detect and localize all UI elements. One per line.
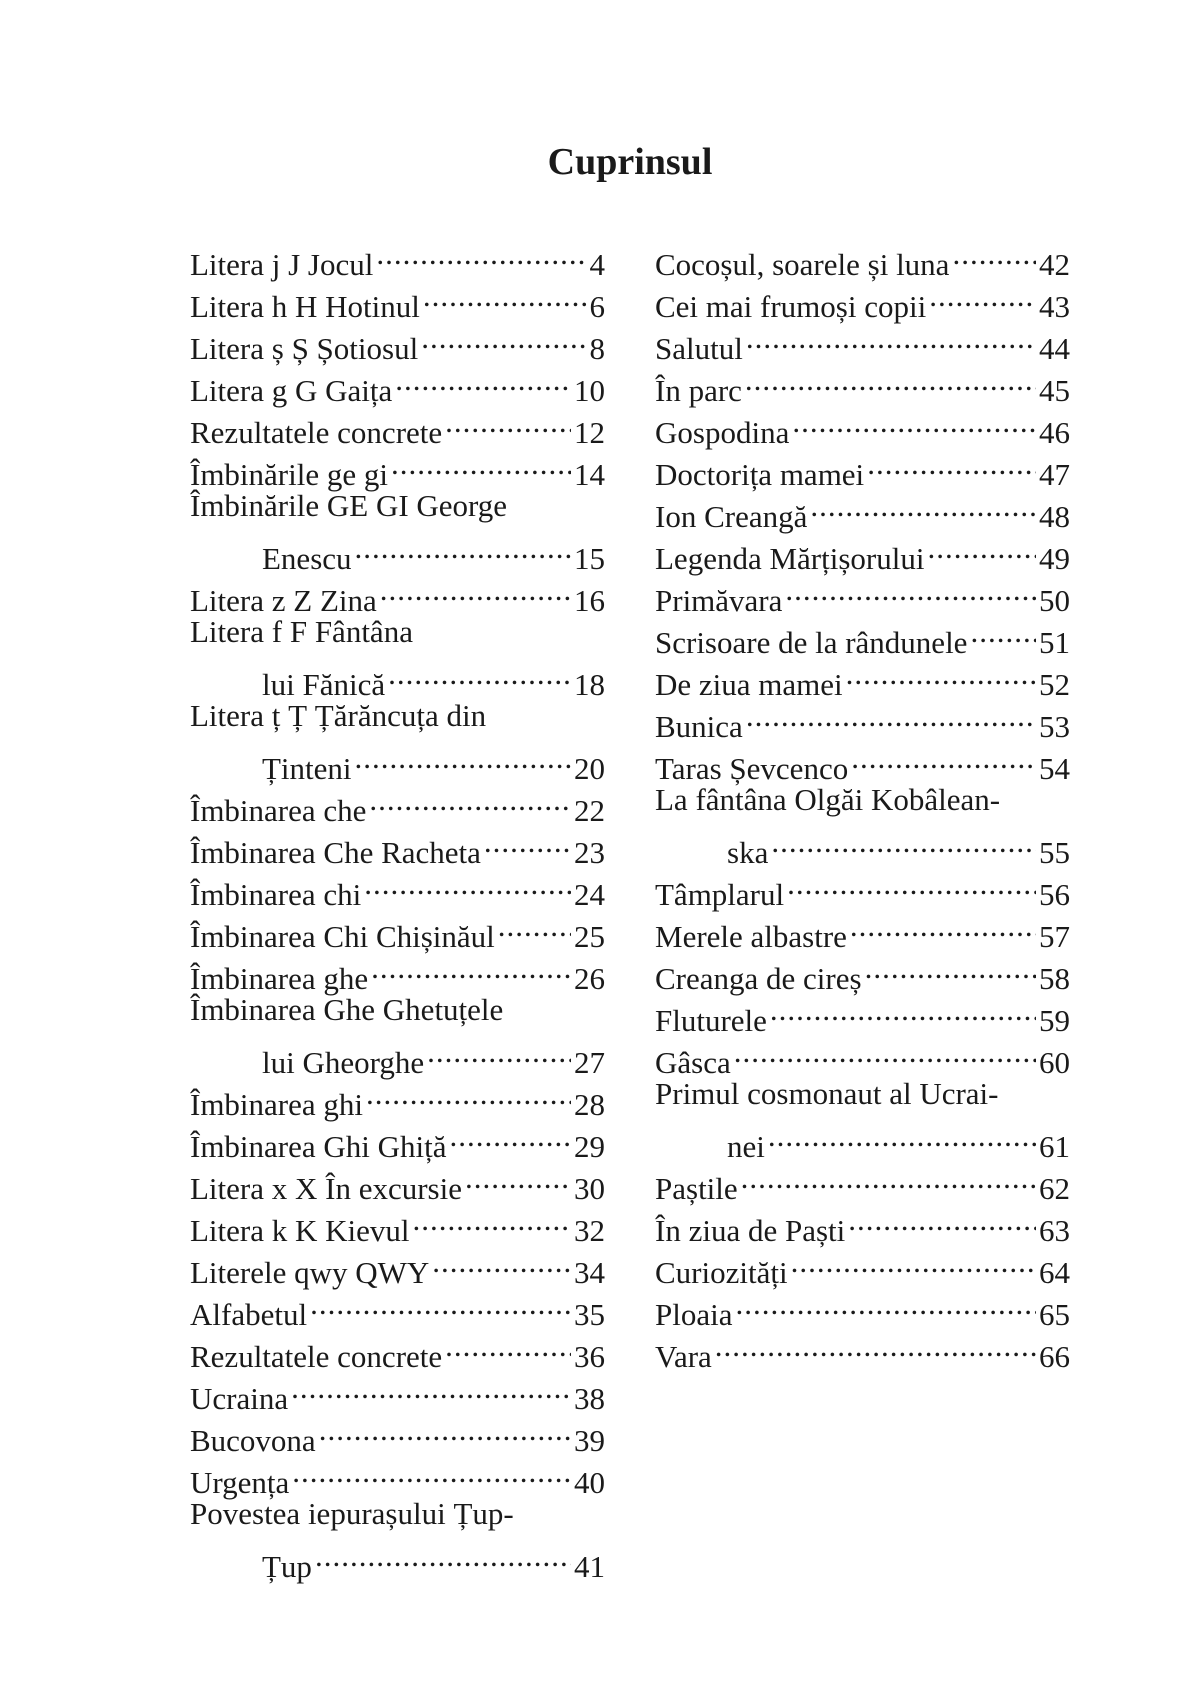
- toc-entry-title: Primăvara: [655, 583, 783, 618]
- toc-entry: [655, 1157, 1070, 1206]
- dot-leader: [929, 275, 1036, 317]
- toc-entry-title: Îmbinările ge gi: [190, 457, 388, 492]
- toc-entry-title: Legenda Mărțișorului: [655, 541, 925, 576]
- toc-page-number: 45: [1039, 373, 1070, 408]
- toc-page-number: 60: [1039, 1045, 1070, 1080]
- dot-leader: [310, 1283, 571, 1325]
- dot-leader: [970, 611, 1036, 653]
- toc-page-number: 18: [574, 667, 605, 702]
- toc-page-number: 34: [574, 1255, 605, 1290]
- toc-page-number: 47: [1039, 457, 1070, 492]
- toc-page-number: 66: [1039, 1339, 1070, 1374]
- toc-page-number: 49: [1039, 541, 1070, 576]
- toc-entry-title: Primul cosmonaut al Ucrai-: [655, 1076, 999, 1111]
- toc-page-number: 10: [574, 373, 605, 408]
- dot-leader: [787, 863, 1036, 905]
- dot-leader: [319, 1409, 571, 1451]
- toc-entry: [190, 779, 605, 828]
- toc-entry-title: Litera ț Ț Țărăncuța din: [190, 698, 487, 733]
- toc-entry: [190, 695, 605, 737]
- dot-leader: [445, 1325, 571, 1367]
- dot-leader: [792, 401, 1036, 443]
- toc-page-number: 20: [574, 751, 605, 786]
- dot-leader: [315, 1535, 571, 1577]
- toc-page-number: 35: [574, 1297, 605, 1332]
- toc-entry-title: Scrisoare de la rândunele: [655, 625, 968, 660]
- toc-entry-title: Alfabetul: [190, 1297, 308, 1332]
- toc-entry-title: De ziua mamei: [655, 667, 843, 702]
- toc-page-number: 38: [574, 1381, 605, 1416]
- toc-entry-title: În parc: [655, 373, 742, 408]
- toc-page-number: 15: [574, 541, 605, 576]
- toc-page-number: 40: [574, 1465, 605, 1500]
- dot-leader: [369, 779, 571, 821]
- toc-entry: [655, 233, 1070, 282]
- dot-leader: [851, 737, 1036, 779]
- toc-entry-title: Curiozități: [655, 1255, 788, 1290]
- toc-page-number: 14: [574, 457, 605, 492]
- dot-leader: [292, 1451, 571, 1493]
- toc-entry-title: Fluturele: [655, 1003, 767, 1038]
- toc-entry-title: Merele albastre: [655, 919, 847, 954]
- dot-leader: [371, 947, 571, 989]
- toc-page-number: 26: [574, 961, 605, 996]
- toc-entry: [190, 1535, 605, 1584]
- toc-entry-title: Literele qwy QWY: [190, 1255, 430, 1290]
- toc-page-number: 44: [1039, 331, 1070, 366]
- toc-page-number: 32: [574, 1213, 605, 1248]
- toc-entry-title: lui Fănică: [262, 667, 386, 702]
- toc-entry: [655, 1073, 1070, 1115]
- toc-page-number: 25: [574, 919, 605, 954]
- toc-entry-title: Îmbinarea Ghe Ghetuțele: [190, 992, 504, 1027]
- toc-entry-title: Taras Șevcenco: [655, 751, 849, 786]
- dot-leader: [423, 275, 587, 317]
- toc-page-number: 24: [574, 877, 605, 912]
- toc-entry-title: Bunica: [655, 709, 743, 744]
- toc-entry-title: Bucovona: [190, 1423, 316, 1458]
- dot-leader: [746, 695, 1036, 737]
- dot-leader: [791, 1241, 1036, 1283]
- dot-leader: [736, 1283, 1037, 1325]
- toc-entry: [655, 779, 1070, 821]
- toc-entry-title: Litera g G Gaița: [190, 373, 393, 408]
- dot-leader: [355, 737, 571, 779]
- toc-page-number: 30: [574, 1171, 605, 1206]
- dot-leader: [771, 821, 1036, 863]
- toc-entry-title: Litera z Z Zina: [190, 583, 377, 618]
- toc-entry-title: Țup: [262, 1549, 312, 1584]
- dot-leader: [865, 947, 1036, 989]
- toc-page-number: 64: [1039, 1255, 1070, 1290]
- toc-entry-title: Cocoșul, soarele și luna: [655, 247, 950, 282]
- dot-leader: [364, 863, 571, 905]
- dot-leader: [391, 443, 571, 485]
- dot-leader: [770, 989, 1036, 1031]
- toc-page-number: 36: [574, 1339, 605, 1374]
- toc-page-number: 12: [574, 415, 605, 450]
- toc-entry-title: Gâsca: [655, 1045, 731, 1080]
- toc-entry: [655, 863, 1070, 912]
- toc-page-number: 29: [574, 1129, 605, 1164]
- toc-page-number: 50: [1039, 583, 1070, 618]
- toc-entry-title: Ion Creangă: [655, 499, 808, 534]
- toc-entry-title: Țintenі: [262, 751, 352, 786]
- toc-entry-title: Enescu: [262, 541, 352, 576]
- dot-leader: [366, 1073, 571, 1115]
- toc-page-number: 53: [1039, 709, 1070, 744]
- toc-page-number: 51: [1039, 625, 1070, 660]
- toc-entry-title: nei: [727, 1129, 765, 1164]
- toc-entry-title: lui Gheorghe: [262, 1045, 425, 1080]
- toc-page-number: 42: [1039, 247, 1070, 282]
- dot-leader: [291, 1367, 571, 1409]
- toc-page-number: 16: [574, 583, 605, 618]
- toc-entry-title: Îmbinările GE GI George: [190, 488, 508, 523]
- toc-page-number: 59: [1039, 1003, 1070, 1038]
- toc-entry-title: Litera j J Jocul: [190, 247, 374, 282]
- toc-entry-title: Litera ș Ș Șotiosul: [190, 331, 419, 366]
- toc-page-number: 56: [1039, 877, 1070, 912]
- toc-entry: [190, 569, 605, 618]
- dot-leader: [355, 527, 571, 569]
- toc-entry-title: Îmbinarea Chi Chișinăul: [190, 919, 495, 954]
- toc-entry-title: Litera x X În excursie: [190, 1171, 462, 1206]
- toc-entry: [190, 233, 605, 282]
- toc-entry-title: ska: [727, 835, 769, 870]
- toc-page-number: 57: [1039, 919, 1070, 954]
- toc-entry: [190, 1493, 605, 1535]
- toc-page-number: 22: [574, 793, 605, 828]
- toc-page-number: 43: [1039, 289, 1070, 324]
- dot-leader: [848, 1199, 1036, 1241]
- toc-entry: [190, 737, 605, 786]
- toc-page-number: 52: [1039, 667, 1070, 702]
- toc-page-number: 23: [574, 835, 605, 870]
- toc-entry-title: Povestea iepurașului Țup-: [190, 1496, 514, 1531]
- dot-leader: [413, 1199, 571, 1241]
- toc-page-number: 39: [574, 1423, 605, 1458]
- toc-column-left: [190, 233, 605, 1584]
- toc-entry-title: Îmbinarea chi: [190, 877, 362, 912]
- toc-entry-title: La fântâna Olgăi Kobâlean-: [655, 782, 1001, 817]
- toc-entry-title: Urgența: [190, 1465, 290, 1500]
- toc-entry-title: Paștile: [655, 1171, 738, 1206]
- toc-page-number: 58: [1039, 961, 1070, 996]
- toc-entry-title: Litera k K Kievul: [190, 1213, 410, 1248]
- dot-leader: [450, 1115, 571, 1157]
- dot-leader: [465, 1157, 571, 1199]
- toc-page-number: 54: [1039, 751, 1070, 786]
- dot-leader: [746, 317, 1036, 359]
- toc-entry-title: Litera h H Hotinul: [190, 289, 420, 324]
- toc-entry-title: Ucraina: [190, 1381, 289, 1416]
- toc-entry: [655, 1325, 1070, 1374]
- dot-leader: [376, 233, 586, 275]
- toc-entry: [190, 1073, 605, 1122]
- toc-entry-title: Rezultatele concrete: [190, 1339, 443, 1374]
- dot-leader: [445, 401, 571, 443]
- dot-leader: [867, 443, 1036, 485]
- dot-leader: [380, 569, 571, 611]
- toc-entry: [190, 611, 605, 653]
- toc-page-number: 65: [1039, 1297, 1070, 1332]
- toc-entry: [190, 653, 605, 702]
- toc-page-number: 62: [1039, 1171, 1070, 1206]
- dot-leader: [846, 653, 1036, 695]
- dot-leader: [768, 1115, 1036, 1157]
- toc-entry-title: Doctorița mamei: [655, 457, 865, 492]
- toc-entry-title: Îmbinarea Che Racheta: [190, 835, 481, 870]
- toc-entry: [190, 527, 605, 576]
- dot-leader: [498, 905, 571, 947]
- toc-entry-title: Îmbinarea ghe: [190, 961, 369, 996]
- dot-leader: [715, 1325, 1036, 1367]
- dot-leader: [395, 359, 571, 401]
- toc-page-number: 46: [1039, 415, 1070, 450]
- toc-entry-title: Gospodina: [655, 415, 790, 450]
- toc-page-number: 4: [589, 247, 605, 282]
- toc-page-number: 8: [589, 331, 605, 366]
- dot-leader: [421, 317, 586, 359]
- toc-entry-title: Rezultatele concrete: [190, 415, 443, 450]
- toc-page-number: 48: [1039, 499, 1070, 534]
- toc-page-number: 63: [1039, 1213, 1070, 1248]
- toc-column-right: [655, 233, 1070, 1374]
- toc-page-number: 61: [1039, 1129, 1070, 1164]
- toc-entry-title: Tâmplarul: [655, 877, 785, 912]
- dot-leader: [741, 1157, 1036, 1199]
- toc-entry-title: Îmbinarea Ghi Ghiță: [190, 1129, 447, 1164]
- toc-entry-title: Salutul: [655, 331, 743, 366]
- dot-leader: [427, 1031, 571, 1073]
- toc-page-number: 28: [574, 1087, 605, 1122]
- dot-leader: [484, 821, 571, 863]
- page-title: Cuprinsul: [547, 141, 713, 183]
- dot-leader: [810, 485, 1036, 527]
- toc-entry-title: Vara: [655, 1339, 712, 1374]
- toc-entry-title: Litera f F Fântâna: [190, 614, 413, 649]
- toc-page-number: 41: [574, 1549, 605, 1584]
- toc-entry-title: Ploaia: [655, 1297, 733, 1332]
- toc-page-number: 6: [589, 289, 605, 324]
- toc-entry-title: Îmbinarea che: [190, 793, 367, 828]
- toc-entry-title: Creanga de cireș: [655, 961, 862, 996]
- toc-entry-title: Cei mai frumoși copii: [655, 289, 927, 324]
- dot-leader: [745, 359, 1036, 401]
- toc-entry-title: Îmbinarea ghi: [190, 1087, 364, 1122]
- toc-entry: [655, 821, 1070, 870]
- dot-leader: [850, 905, 1036, 947]
- toc-page-number: 55: [1039, 835, 1070, 870]
- toc-entry: [190, 485, 605, 527]
- dot-leader: [927, 527, 1036, 569]
- toc-page-number: 27: [574, 1045, 605, 1080]
- dot-leader: [785, 569, 1036, 611]
- dot-leader: [952, 233, 1036, 275]
- dot-leader: [432, 1241, 571, 1283]
- toc-entry: [655, 1115, 1070, 1164]
- dot-leader: [734, 1031, 1036, 1073]
- toc-entry: [190, 1031, 605, 1080]
- toc-entry: [190, 989, 605, 1031]
- toc-entry-title: În ziua de Paști: [655, 1213, 846, 1248]
- dot-leader: [388, 653, 571, 695]
